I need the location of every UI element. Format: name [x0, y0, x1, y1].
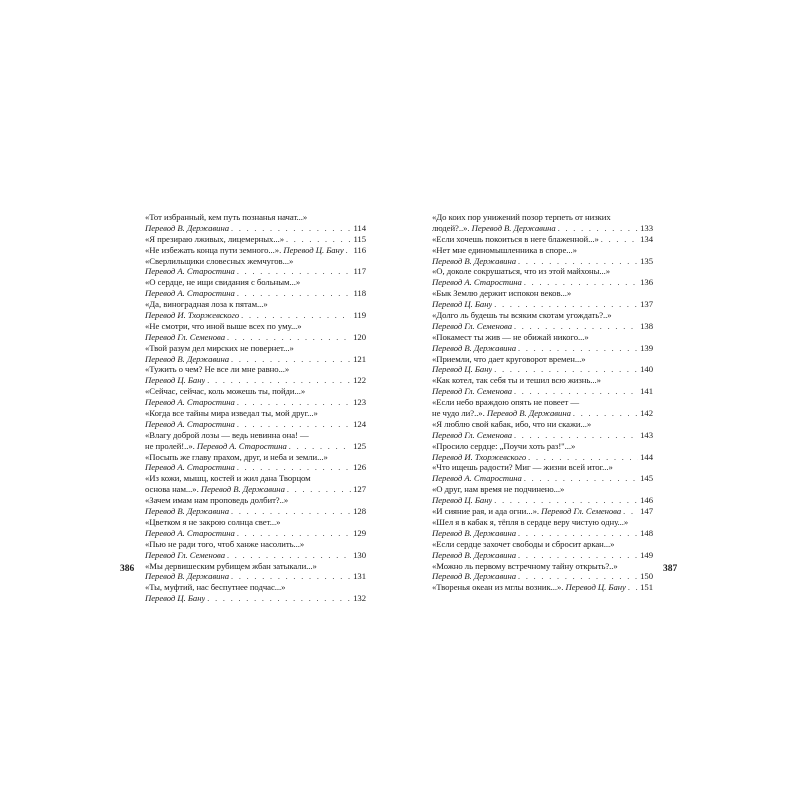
toc-entry-row [145, 223, 366, 234]
translator-credit: Перевод Ц. Бану [432, 495, 493, 506]
translator-credit: Перевод В. Державина [200, 484, 285, 495]
toc-entry-row [145, 462, 366, 473]
toc-entry-text [432, 550, 516, 561]
toc-entry-text [145, 550, 225, 561]
toc-entry-row [432, 299, 653, 310]
toc-entry-title: «Тот избранный, кем путь познанья начат...» [145, 212, 308, 222]
toc-entry [432, 561, 653, 583]
toc-entry-title: «До коих пор унижений позор терпеть от низких [432, 212, 611, 222]
toc-entry-text [432, 256, 516, 267]
toc-entry [145, 364, 366, 386]
toc-entry-row [145, 234, 366, 245]
toc-entry [145, 343, 366, 365]
toc-page-number: 125 [353, 440, 366, 451]
toc-entry-row [145, 266, 366, 277]
toc-entry-text [432, 452, 526, 463]
toc-entry [432, 462, 653, 484]
translator-credit: Перевод В. Державина [145, 571, 230, 582]
toc-entry-text [145, 397, 235, 408]
toc-entry-row [432, 571, 653, 582]
toc-entry-text [145, 506, 229, 517]
translator-credit: Перевод В. Державина [432, 527, 517, 538]
toc-entry-text [145, 528, 235, 539]
toc-entry-text [145, 419, 235, 430]
toc-page-number: 141 [640, 386, 653, 397]
toc-entry-title: «Долго ль будешь ты всяким скотам угождать?..» [432, 310, 612, 321]
translator-credit: Перевод Ц. Бану [432, 364, 493, 375]
toc-page-number: 143 [640, 429, 653, 440]
toc-entry-title: «Как котел, так себя ты и тешил всю жизнь...» [432, 375, 601, 386]
toc-entry [432, 484, 653, 506]
toc-entry-row [432, 223, 653, 234]
translator-credit: Перевод Гл. Семенова [541, 506, 622, 517]
toc-entry-text [432, 364, 492, 375]
toc-entry-text [145, 332, 225, 343]
translator-credit: Перевод Гл. Семенова [432, 320, 512, 331]
toc-entry [432, 441, 653, 463]
toc-entry [145, 582, 366, 604]
toc-entry-text [432, 277, 522, 288]
toc-entry-row [432, 550, 653, 561]
toc-page-number: 151 [640, 582, 653, 593]
toc-page-number: 123 [353, 397, 366, 408]
toc-entry [145, 386, 366, 408]
toc-entry-text: «Не избежать конца пути земного...». Перевод Ц. Бану [145, 244, 344, 255]
toc-page-number: 128 [353, 506, 366, 517]
toc-entry-title: «Приемли, что дает круговорот времен...» [432, 353, 586, 364]
toc-entry-text: «Я презираю лживых, лицемерных...» [145, 233, 284, 244]
toc-entry-text [432, 571, 516, 582]
toc-entry [145, 517, 366, 539]
toc-entry [145, 495, 366, 517]
translator-credit: Перевод Гл. Семенова [432, 386, 512, 397]
toc-entry-row [145, 332, 366, 343]
toc-entry-title: «Влагу доброй лозы — ведь невинна она! — [145, 429, 309, 440]
translator-credit: Перевод Гл. Семенова [145, 549, 225, 560]
toc-entry-row [432, 364, 653, 375]
toc-entry-row [145, 441, 366, 452]
toc-entry-row [145, 593, 366, 604]
translator-credit: Перевод И. Тхоржевского [145, 310, 240, 321]
toc-entry-title: «Из кожи, мышц, костей и жил дана Творцом [145, 473, 311, 484]
toc-entry [145, 539, 366, 561]
toc-entry-row [432, 528, 653, 539]
toc-entry [432, 397, 653, 419]
dot-leader [518, 551, 638, 562]
toc-entry [145, 256, 366, 278]
toc-entry-title: «О друг, нам время не подчинено...» [432, 484, 565, 495]
dot-leader [628, 583, 638, 594]
left-page-contents [145, 212, 366, 604]
toc-entry-title: «Бык Землю держит испокон веков...» [432, 288, 572, 299]
right-page-contents [432, 212, 653, 593]
toc-entry [432, 375, 653, 397]
toc-page-number: 147 [640, 506, 653, 517]
toc-page-number: 120 [353, 331, 366, 342]
translator-credit: Перевод А. Старостина [145, 397, 235, 408]
toc-entry-text [432, 430, 512, 441]
translator-credit: Перевод Гл. Семенова [432, 429, 512, 440]
toc-entry-text [432, 321, 512, 332]
translator-credit: Перевод В. Державина [471, 222, 556, 233]
translator-credit: Перевод А. Старостина [432, 473, 522, 484]
toc-entry-title: «Твой разум дел мирских не повернет...» [145, 342, 294, 353]
toc-entry-row [145, 506, 366, 517]
toc-entry-title: «Мы дервишеским рубищем жбан затыкали...» [145, 560, 317, 571]
dot-leader [227, 551, 351, 562]
dot-leader [287, 485, 351, 496]
toc-page-number: 145 [640, 473, 653, 484]
translator-credit: Перевод И. Тхоржевского [432, 451, 527, 462]
toc-entry-title: «Просило сердце: „Поучи хоть раз!"...» [432, 440, 576, 451]
toc-entry [432, 506, 653, 517]
toc-entry-title: «Пью не ради того, чтоб ханже насолить...» [145, 538, 305, 549]
toc-entry-title: «О сердце, не ищи свидания с больным...» [145, 277, 301, 288]
toc-entry [432, 245, 653, 267]
toc-entry [145, 473, 366, 495]
dot-leader [207, 594, 351, 605]
toc-page-number: 133 [640, 222, 653, 233]
toc-entry [432, 212, 653, 234]
toc-page-number: 134 [640, 233, 653, 244]
toc-entry-title: «Посыпь же главу прахом, друг, и неба и земли...» [145, 451, 328, 462]
translator-credit: Перевод А. Старостина [145, 527, 235, 538]
toc-entry-row [432, 277, 653, 288]
toc-page-number: 137 [640, 299, 653, 310]
translator-credit: Перевод А. Старостина [145, 266, 235, 277]
toc-entry-title: «Можно ль первому встречному тайну открыть?..» [432, 560, 618, 571]
left-page-number: 386 [120, 564, 135, 574]
toc-page-number: 142 [640, 408, 653, 419]
toc-entry-text [145, 266, 235, 277]
toc-entry-row [432, 506, 653, 517]
toc-entry-text [145, 354, 229, 365]
toc-entry-text [145, 571, 229, 582]
toc-entry-text [432, 299, 492, 310]
translator-credit: Перевод В. Державина [145, 353, 230, 364]
toc-entry-text: людей?..». Перевод В. Державина [432, 222, 556, 233]
toc-entry-text [432, 473, 522, 484]
toc-page-number: 124 [353, 418, 366, 429]
toc-page-number: 136 [640, 277, 653, 288]
toc-page-number: 115 [353, 233, 366, 244]
toc-entry-text [145, 310, 239, 321]
toc-entry-text [432, 528, 516, 539]
toc-entry-title: «Тужить о чем? Не все ли мне равно...» [145, 364, 290, 375]
toc-entry-row [432, 321, 653, 332]
toc-page-number: 138 [640, 320, 653, 331]
toc-entry-title: «О, доколе сокрушаться, что из этой майхоны...» [432, 266, 611, 277]
toc-entry [145, 321, 366, 343]
translator-credit: Перевод В. Державина [432, 255, 517, 266]
toc-page-number: 118 [353, 288, 366, 299]
translator-credit: Перевод В. Державина [432, 549, 517, 560]
toc-entry-title: «Если сердце захочет свободы и сбросит аркан...» [432, 538, 615, 549]
translator-credit: Перевод А. Старостина [432, 277, 522, 288]
toc-entry-text [432, 343, 516, 354]
translator-credit: Перевод Гл. Семенова [145, 331, 225, 342]
translator-credit: Перевод А. Старостина [145, 418, 235, 429]
toc-entry [432, 419, 653, 441]
toc-entry-row [432, 430, 653, 441]
toc-entry [432, 288, 653, 310]
toc-entry [145, 277, 366, 299]
dot-leader [601, 235, 638, 246]
toc-entry-row [145, 419, 366, 430]
toc-entry-row [432, 256, 653, 267]
toc-page-number: 116 [353, 244, 366, 255]
toc-entry-text [145, 223, 229, 234]
translator-credit: Перевод А. Старостина [145, 462, 235, 473]
toc-page-number: 144 [640, 451, 653, 462]
toc-entry-title: «Сверлильщики словесных жемчугов...» [145, 255, 294, 266]
toc-page-number: 148 [640, 527, 653, 538]
toc-page-number: 139 [640, 342, 653, 353]
toc-entry-row [145, 245, 366, 256]
toc-entry-text [145, 462, 235, 473]
dot-leader [518, 344, 638, 355]
toc-page-number: 131 [353, 571, 366, 582]
toc-entry [432, 517, 653, 539]
toc-entry-row [145, 375, 366, 386]
toc-entry-title: «Я люблю свой кабак, ибо, что ни скажи...» [432, 418, 592, 429]
toc-page-number: 135 [640, 255, 653, 266]
translator-credit: Перевод Ц. Бану [145, 593, 206, 604]
toc-entry-row [432, 452, 653, 463]
toc-entry [432, 539, 653, 561]
toc-entry [145, 430, 366, 452]
toc-entry [145, 561, 366, 583]
toc-page-number: 130 [353, 549, 366, 560]
toc-entry-text: не пролей!..». Перевод А. Старостина [145, 440, 287, 451]
toc-entry [145, 234, 366, 245]
toc-entry-title: «Не смотри, что иной выше всех по уму...» [145, 320, 302, 331]
toc-entry-row [145, 550, 366, 561]
toc-entry-title: «Если небо враждою опять не повеет — [432, 397, 580, 408]
translator-credit: Перевод Ц. Бану [145, 375, 206, 386]
toc-page-number: 132 [353, 593, 366, 604]
toc-entry [145, 212, 366, 234]
toc-entry-text: «И сияние рая, и ада огни...». Перевод Гл. Семенова [432, 506, 622, 517]
toc-entry-text [432, 386, 512, 397]
toc-entry-row [432, 473, 653, 484]
toc-entry-row [432, 234, 653, 245]
toc-entry-text: «Творенья океан из мглы возник...». Перевод Ц. Бану [432, 582, 626, 593]
toc-entry-row [432, 343, 653, 354]
toc-entry-title: «Сейчас, сейчас, коль можешь ты, пойди...» [145, 386, 306, 397]
dot-leader [346, 246, 351, 257]
toc-page-number: 146 [640, 495, 653, 506]
toc-entry-row [145, 571, 366, 582]
toc-entry-title: «Нет мне единомышленника в споре...» [432, 244, 577, 255]
toc-entry [145, 408, 366, 430]
toc-entry-row [432, 495, 653, 506]
toc-page-number: 114 [353, 222, 366, 233]
toc-entry [432, 310, 653, 332]
toc-page-number: 127 [353, 484, 366, 495]
toc-entry-row [432, 408, 653, 419]
translator-credit: Перевод А. Старостина [196, 440, 287, 451]
toc-entry-row [145, 528, 366, 539]
toc-page-number: 149 [640, 549, 653, 560]
toc-entry-text: «Если хочешь покоиться в неге блаженной...» [432, 233, 599, 244]
toc-entry-title: «Цветком я не закрою солнца свет...» [145, 516, 281, 527]
toc-entry-row [145, 310, 366, 321]
toc-entry-text [145, 593, 205, 604]
toc-page-number: 126 [353, 462, 366, 473]
translator-credit: Перевод Ц. Бану [565, 582, 626, 593]
translator-credit: Перевод В. Державина [145, 506, 230, 517]
toc-entry-title: «Зачем имам нам проповедь долбит?..» [145, 495, 289, 506]
toc-entry-text: не чудо ли?..». Перевод В. Державина [432, 408, 571, 419]
toc-entry-row [145, 354, 366, 365]
toc-page-number: 122 [353, 375, 366, 386]
translator-credit: Перевод В. Державина [486, 408, 571, 419]
toc-entry-title: «Покамест ты жив — не обижай никого...» [432, 331, 589, 342]
toc-entry [145, 245, 366, 256]
toc-entry-text [145, 288, 235, 299]
toc-entry [145, 299, 366, 321]
translator-credit: Перевод А. Старостина [145, 288, 235, 299]
toc-entry-text [145, 375, 205, 386]
toc-entry [432, 354, 653, 376]
toc-entry [432, 582, 653, 593]
toc-entry [432, 234, 653, 245]
toc-page-number: 129 [353, 527, 366, 538]
dot-leader [289, 442, 351, 453]
toc-entry-title: «Да, виноградная лоза к пятам...» [145, 299, 268, 310]
right-page-number: 387 [663, 564, 678, 574]
toc-page-number: 117 [353, 266, 366, 277]
toc-entry-title: «Шел я в кабак я, тёпля в сердце веру чистую одну...» [432, 516, 629, 527]
toc-page-number: 150 [640, 571, 653, 582]
toc-entry-row [432, 582, 653, 593]
translator-credit: Перевод В. Державина [432, 342, 517, 353]
toc-entry-row [145, 397, 366, 408]
toc-entry [432, 266, 653, 288]
translator-credit: Перевод Ц. Бану [432, 299, 493, 310]
toc-entry-title: «Когда все тайны мира изведал ты, мой друг...» [145, 408, 318, 419]
toc-page-number: 119 [353, 310, 366, 321]
translator-credit: Перевод В. Державина [145, 222, 230, 233]
toc-entry-row [432, 386, 653, 397]
toc-entry [432, 332, 653, 354]
toc-entry-row [145, 288, 366, 299]
translator-credit: Перевод Ц. Бану [283, 244, 344, 255]
toc-page-number: 121 [353, 353, 366, 364]
toc-page-number: 140 [640, 364, 653, 375]
toc-entry-text [432, 495, 492, 506]
toc-entry-title: «Что ищешь радости? Миг — жизни всей итог...» [432, 462, 613, 473]
toc-entry-title: «Ты, муфтий, нас беспутнее подчас...» [145, 582, 286, 593]
toc-entry-text: основа нам...». Перевод В. Державина [145, 484, 285, 495]
toc-entry-row [145, 484, 366, 495]
translator-credit: Перевод В. Державина [432, 571, 517, 582]
toc-entry [145, 452, 366, 474]
